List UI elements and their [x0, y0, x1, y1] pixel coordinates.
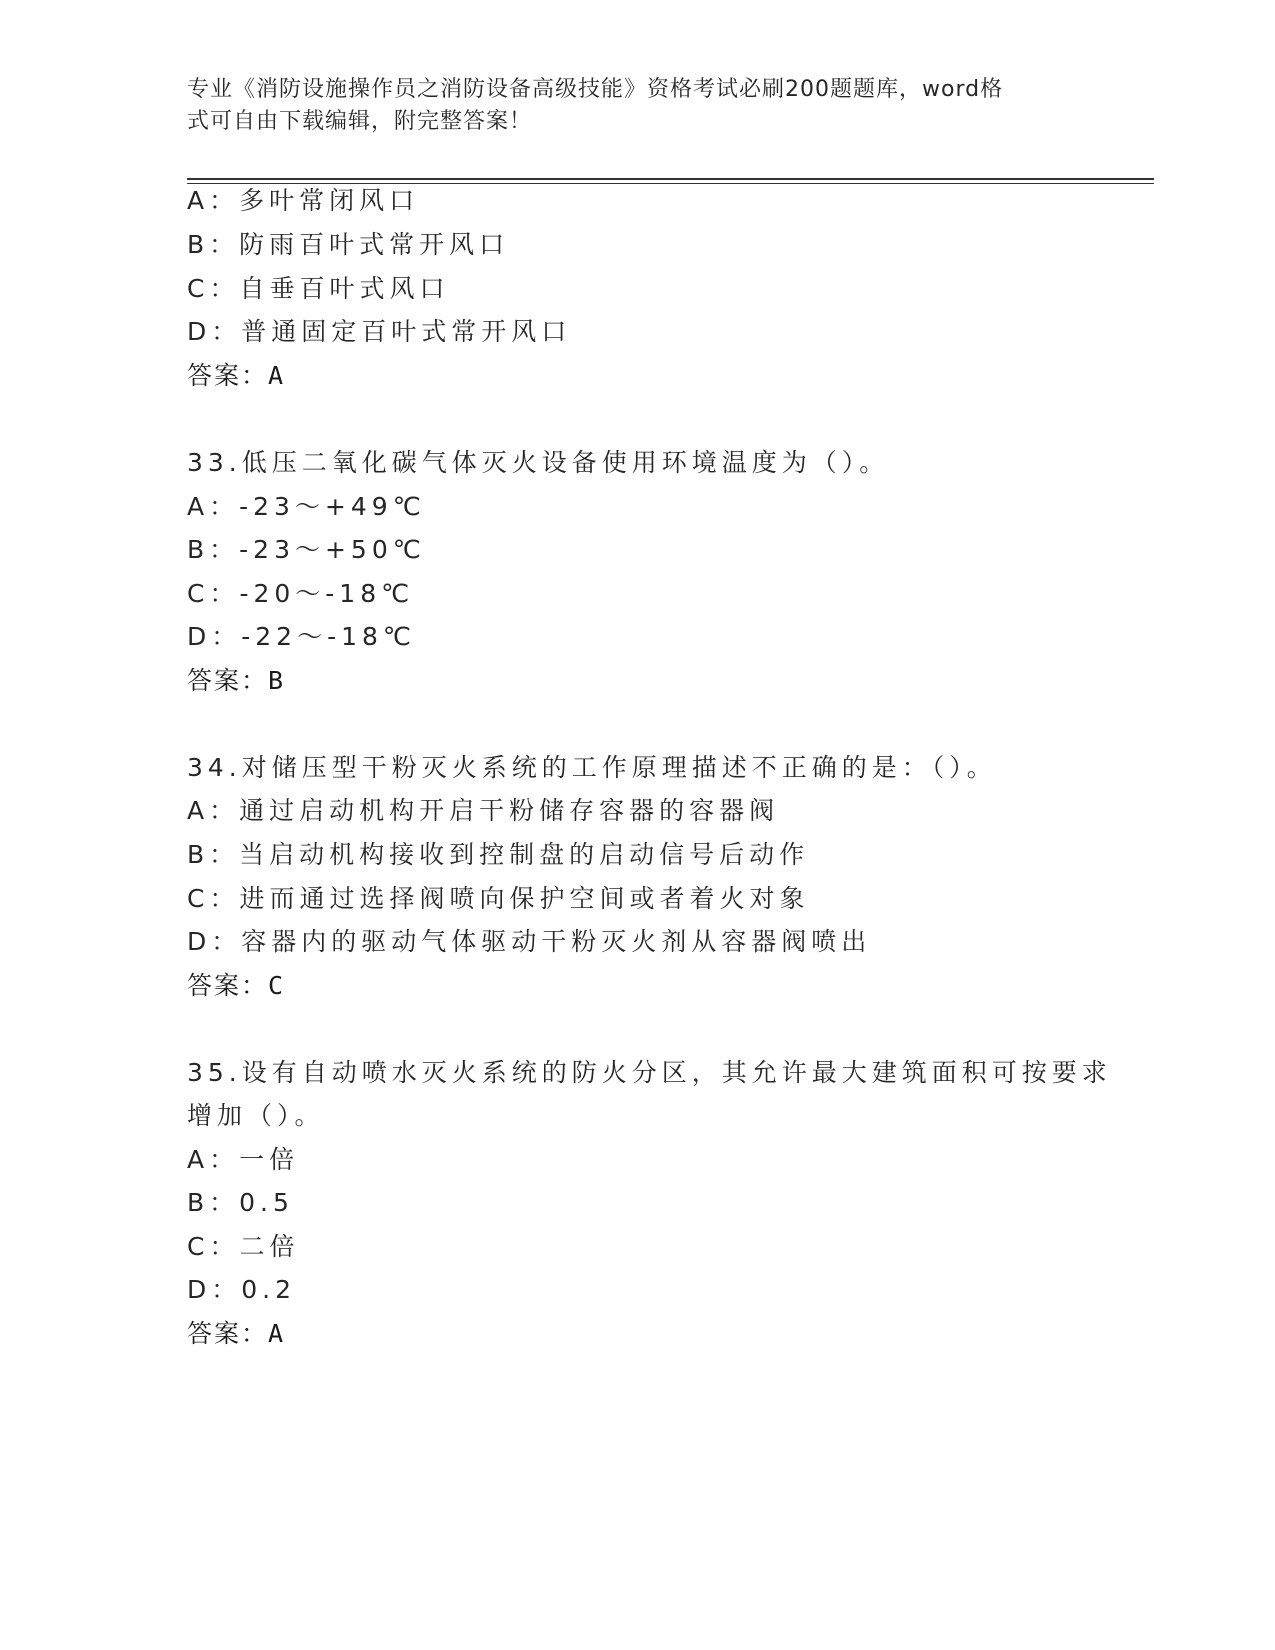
- question-35-option-b: B：0.5: [187, 1188, 294, 1217]
- header-divider: [187, 178, 1154, 180]
- question-33-option-c: C：-20～-18℃: [187, 579, 415, 608]
- answer-label: 答案：: [187, 666, 269, 695]
- answer-value: C: [268, 971, 284, 1000]
- question-34-option-c: C：进而通过选择阀喷向保护空间或者着火对象: [187, 884, 810, 913]
- question-35-option-c: C：二倍: [187, 1232, 300, 1261]
- question-32-answer: [187, 359, 283, 393]
- question-32-option-a: A：多叶常闭风口: [187, 186, 420, 215]
- answer-value: A: [268, 1319, 284, 1348]
- question-33-option-a: A：-23～+49℃: [187, 492, 426, 521]
- header-line: 式可自由下载编辑，附完整答案！: [187, 109, 533, 134]
- answer-label: 答案：: [187, 971, 269, 1000]
- question-35-stem: 35.设有自动喷水灭火系统的防火分区，其允许最大建筑面积可按要求: [187, 1058, 1112, 1087]
- question-35-option-a: A：一倍: [187, 1145, 300, 1174]
- question-35-stem-continued: 增加（）。: [187, 1101, 325, 1130]
- document-header: [187, 74, 1067, 138]
- question-33-answer: [187, 664, 283, 698]
- question-34-answer: [187, 969, 283, 1003]
- question-35-option-d: D：0.2: [187, 1275, 297, 1304]
- question-34-option-a: A：通过启动机构开启干粉储存容器的容器阀: [187, 796, 780, 825]
- question-34-option-b: B：当启动机构接收到控制盘的启动信号后动作: [187, 840, 810, 869]
- question-32-option-b: B：防雨百叶式常开风口: [187, 230, 510, 259]
- question-34-stem: 34.对储压型干粉灭火系统的工作原理描述不正确的是：（）。: [187, 753, 997, 782]
- question-34-option-d: D：容器内的驱动气体驱动干粉灭火剂从容器阀喷出: [187, 927, 872, 956]
- question-35-answer: [187, 1317, 283, 1351]
- header-line: 专业《消防设施操作员之消防设备高级技能》资格考试必刷200题题库，word格: [187, 77, 1004, 102]
- question-33-option-b: B：-23～+50℃: [187, 535, 426, 564]
- question-33-stem: 33.低压二氧化碳气体灭火设备使用环境温度为（）。: [187, 448, 890, 477]
- answer-value: B: [268, 666, 284, 695]
- question-32-option-d: D：普通固定百叶式常开风口: [187, 317, 572, 346]
- answer-label: 答案：: [187, 361, 269, 390]
- question-32-option-c: C：自垂百叶式风口: [187, 274, 450, 303]
- question-33-option-d: D：-22～-18℃: [187, 622, 416, 651]
- answer-label: 答案：: [187, 1319, 269, 1348]
- answer-value: A: [268, 361, 284, 390]
